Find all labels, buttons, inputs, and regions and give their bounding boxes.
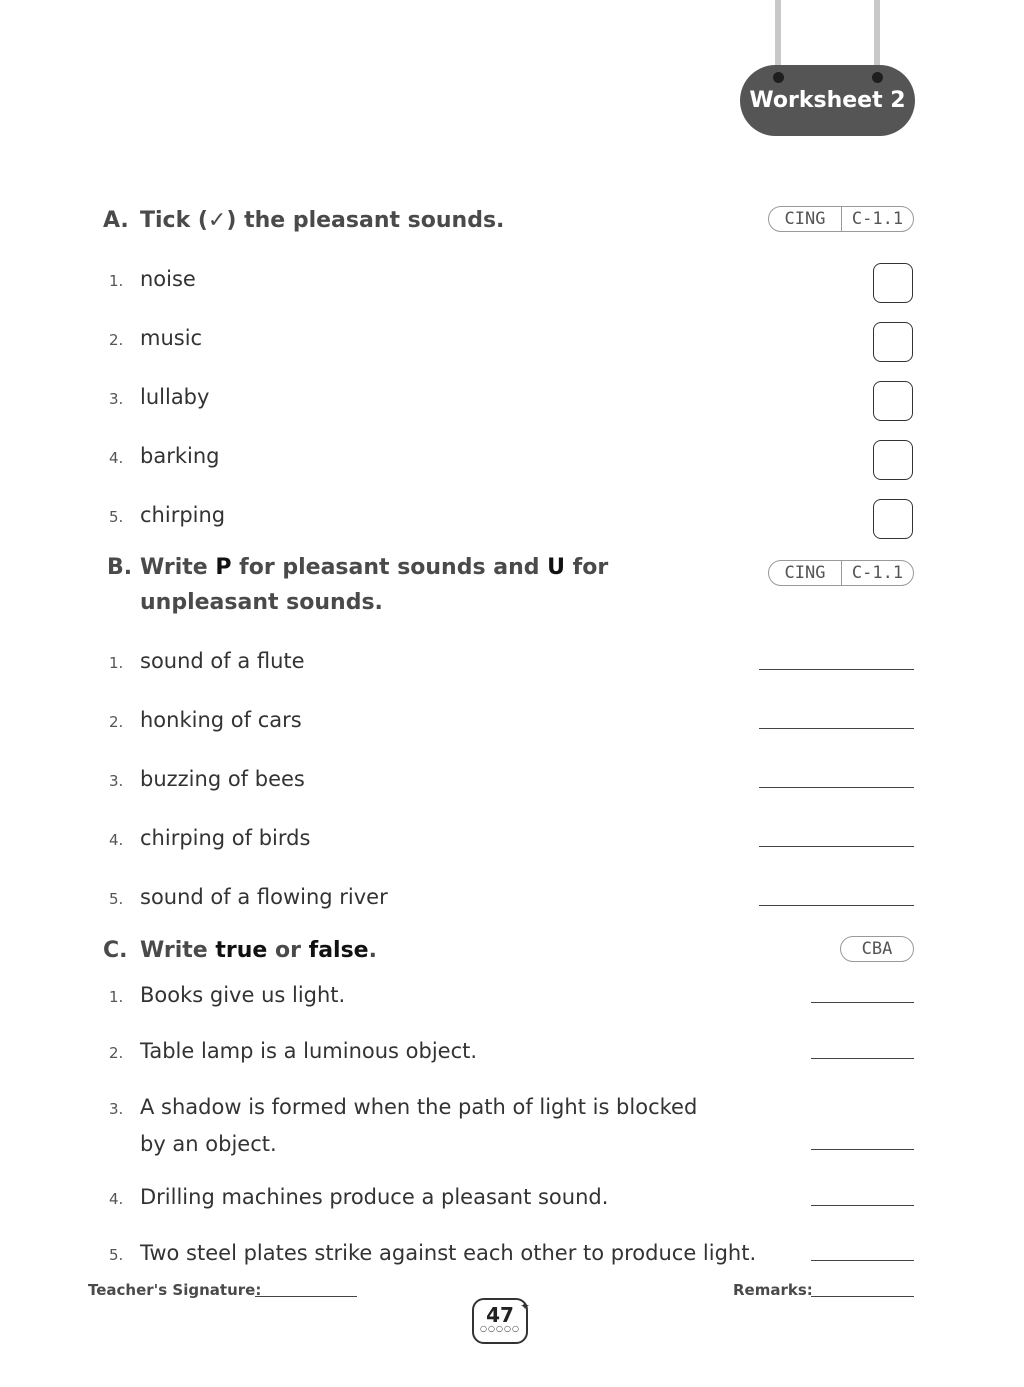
answer-line[interactable] <box>811 1058 914 1059</box>
section-b-heading <box>107 550 608 620</box>
tag-rivet-left <box>773 72 784 83</box>
item-text: barking <box>140 444 220 468</box>
section-b-item <box>109 880 388 917</box>
section-a-letter: A. <box>103 208 129 233</box>
section-a-item <box>109 262 196 299</box>
section-b-title-part: Write <box>140 555 216 580</box>
section-b-item <box>109 644 305 681</box>
section-a-item <box>109 439 219 476</box>
tick-box[interactable] <box>873 322 913 362</box>
worksheet-tag <box>740 65 915 136</box>
item-number: 4. <box>109 449 124 467</box>
item-number: 3. <box>109 772 124 790</box>
worksheet-tag-label: Worksheet 2 <box>749 88 906 113</box>
item-number: 3. <box>109 1100 124 1118</box>
answer-line[interactable] <box>811 1260 914 1261</box>
star-icon: ✦ <box>520 1299 531 1313</box>
answer-line[interactable] <box>759 728 914 729</box>
answer-line[interactable] <box>759 846 914 847</box>
item-text: music <box>140 326 203 350</box>
section-a-item <box>109 498 225 535</box>
item-text: chirping of birds <box>140 826 311 850</box>
item-number: 5. <box>109 1246 124 1264</box>
section-c-item <box>109 1236 756 1273</box>
page-number: 47 <box>486 1303 514 1327</box>
teacher-signature-label: Teacher's Signature: <box>88 1281 262 1299</box>
remarks-line[interactable] <box>811 1296 914 1297</box>
section-c-item <box>109 1090 697 1162</box>
remarks-label: Remarks: <box>733 1281 813 1299</box>
item-number: 2. <box>109 1044 124 1062</box>
section-a-heading <box>103 203 504 238</box>
item-number: 5. <box>109 890 124 908</box>
item-text: Drilling machines produce a pleasant sound. <box>140 1185 609 1209</box>
section-c-heading <box>103 933 377 968</box>
section-b-title-part: for pleasant sounds and <box>231 555 548 580</box>
tick-box[interactable] <box>873 263 913 303</box>
item-number: 1. <box>109 272 124 290</box>
item-number: 4. <box>109 831 124 849</box>
section-c-item <box>109 1034 477 1071</box>
section-c-title-false: false <box>308 938 369 963</box>
section-c-code: CBA <box>861 939 893 959</box>
section-b-code-1: CING <box>784 563 826 583</box>
section-a-code-badge <box>768 206 914 232</box>
answer-line[interactable] <box>811 1205 914 1206</box>
section-b-item <box>109 703 302 740</box>
section-a-item <box>109 321 202 358</box>
item-text: Table lamp is a luminous object. <box>140 1039 478 1063</box>
section-b-title-line2: unpleasant sounds. <box>140 590 383 615</box>
section-b-code-2: C-1.1 <box>841 561 913 585</box>
page-dots: ○○○○○ <box>480 1324 520 1333</box>
section-a-item <box>109 380 209 417</box>
section-b-item <box>109 762 305 799</box>
item-text: Two steel plates strike against each other to produce light. <box>140 1241 757 1265</box>
item-number: 3. <box>109 390 124 408</box>
section-b-title-part: for <box>565 555 609 580</box>
answer-line[interactable] <box>759 669 914 670</box>
answer-line[interactable] <box>811 1149 914 1150</box>
item-text: buzzing of bees <box>140 767 305 791</box>
item-text: sound of a flowing river <box>140 885 388 909</box>
item-number: 5. <box>109 508 124 526</box>
section-a-code-1: CING <box>784 209 826 229</box>
section-b-title-u: U <box>547 555 566 580</box>
section-a-title: Tick (✓) the pleasant sounds. <box>140 208 505 233</box>
tick-box[interactable] <box>873 440 913 480</box>
section-c-title-part: . <box>368 938 377 963</box>
item-text: honking of cars <box>140 708 302 732</box>
section-b-title-p: P <box>215 555 232 580</box>
section-c-code-badge <box>840 936 914 962</box>
section-c-item <box>109 1180 608 1217</box>
section-c-item <box>109 978 345 1015</box>
section-b-letter: B. <box>107 555 133 580</box>
item-text: A shadow is formed when the path of light is blocked <box>140 1095 698 1119</box>
section-a-code-2: C-1.1 <box>841 207 913 231</box>
item-number: 2. <box>109 713 124 731</box>
item-text-line2: by an object. <box>140 1132 277 1156</box>
item-number: 2. <box>109 331 124 349</box>
item-text: chirping <box>140 503 226 527</box>
answer-line[interactable] <box>759 905 914 906</box>
answer-line[interactable] <box>811 1002 914 1003</box>
tick-box[interactable] <box>873 381 913 421</box>
section-c-title-true: true <box>215 938 268 963</box>
tag-rivet-right <box>872 72 883 83</box>
section-c-letter: C. <box>103 938 128 963</box>
answer-line[interactable] <box>759 787 914 788</box>
item-text: lullaby <box>140 385 210 409</box>
section-c-title-part: Write <box>140 938 216 963</box>
section-c-title-part: or <box>267 938 309 963</box>
section-b-code-badge <box>768 560 914 586</box>
section-b-item <box>109 821 310 858</box>
item-text: sound of a flute <box>140 649 305 673</box>
item-text: Books give us light. <box>140 983 346 1007</box>
item-number: 1. <box>109 988 124 1006</box>
item-number: 4. <box>109 1190 124 1208</box>
item-number: 1. <box>109 654 124 672</box>
teacher-signature-line[interactable] <box>255 1296 357 1297</box>
item-text: noise <box>140 267 196 291</box>
tick-box[interactable] <box>873 499 913 539</box>
